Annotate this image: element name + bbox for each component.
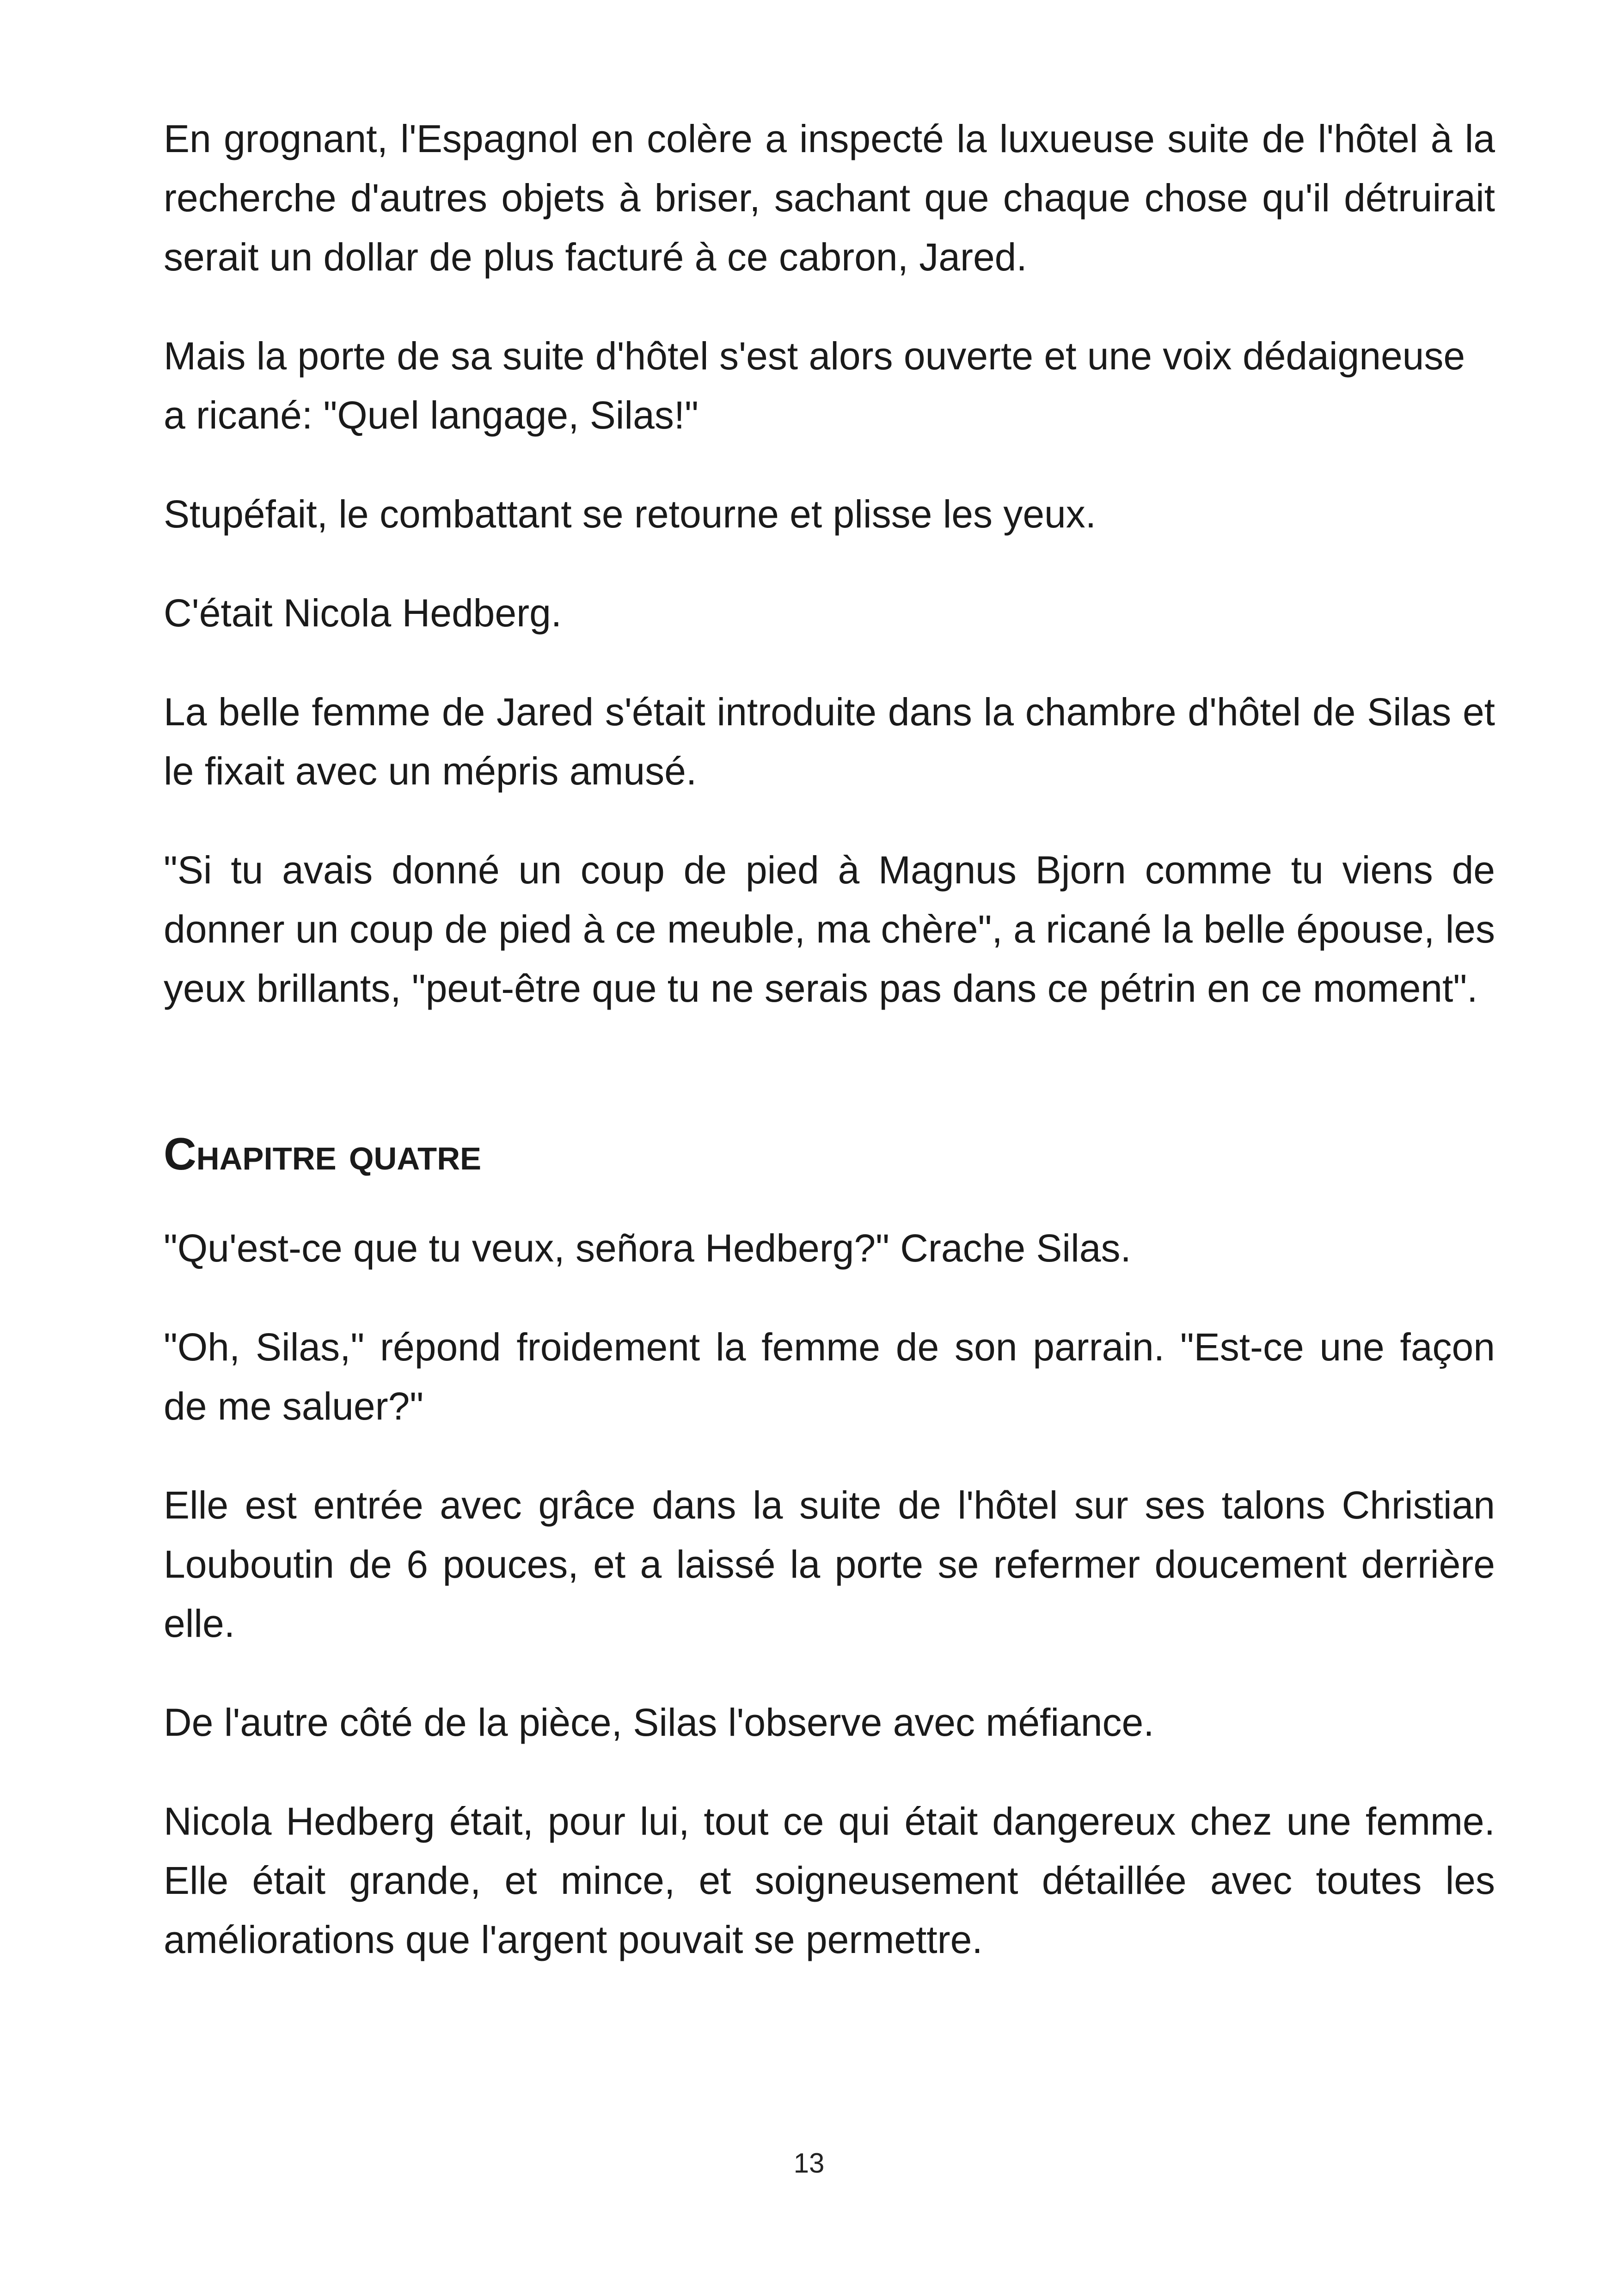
paragraph: De l'autre côté de la pièce, Silas l'observe avec méfiance. — [164, 1701, 1154, 1744]
paragraph: Stupéfait, le combattant se retourne et plisse les yeux. — [164, 492, 1097, 536]
chapter-heading: Chapitre quatre — [164, 1128, 482, 1179]
page-number: 13 — [793, 2148, 825, 2179]
paragraph: En grognant, l'Espagnol en colère a inspecté la luxueuse suite de l'hôtel à la recherche d'autres objets à briser, sachant que chaque chose qu'il détruirait serait un dollar de plus facturé à ce cabron, Jared. — [164, 117, 1495, 279]
paragraph: Nicola Hedberg était, pour lui, tout ce qui était dangereux chez une femme. Elle était grande, et mince, et soigneusement détaillée avec toutes les améliorations que l'argent pouvait se permettre. — [164, 1800, 1495, 1961]
paragraph: "Qu'est-ce que tu veux, señora Hedberg?" Crache Silas. — [164, 1226, 1131, 1270]
paragraph: "Si tu avais donné un coup de pied à Magnus Bjorn comme tu viens de donner un coup de pied à ce meuble, ma chère", a ricané la belle épouse, les yeux brillants, "peut-être que tu ne serais pas dans ce pétrin en ce moment". — [164, 848, 1495, 1010]
paragraph: "Oh, Silas," répond froidement la femme de son parrain. "Est-ce une façon de me saluer?" — [164, 1325, 1495, 1428]
page-body — [164, 109, 1495, 2009]
paragraph: Mais la porte de sa suite d'hôtel s'est alors ouverte et une voix dédaigneuse a ricané: "Quel langage, Silas!" — [164, 334, 1465, 437]
paragraph: C'était Nicola Hedberg. — [164, 591, 562, 635]
paragraph: Elle est entrée avec grâce dans la suite de l'hôtel sur ses talons Christian Louboutin de 6 pouces, et a laissé la porte se refermer doucement derrière elle. — [164, 1483, 1495, 1645]
paragraph: La belle femme de Jared s'était introduite dans la chambre d'hôtel de Silas et le fixait avec un mépris amusé. — [164, 690, 1495, 793]
